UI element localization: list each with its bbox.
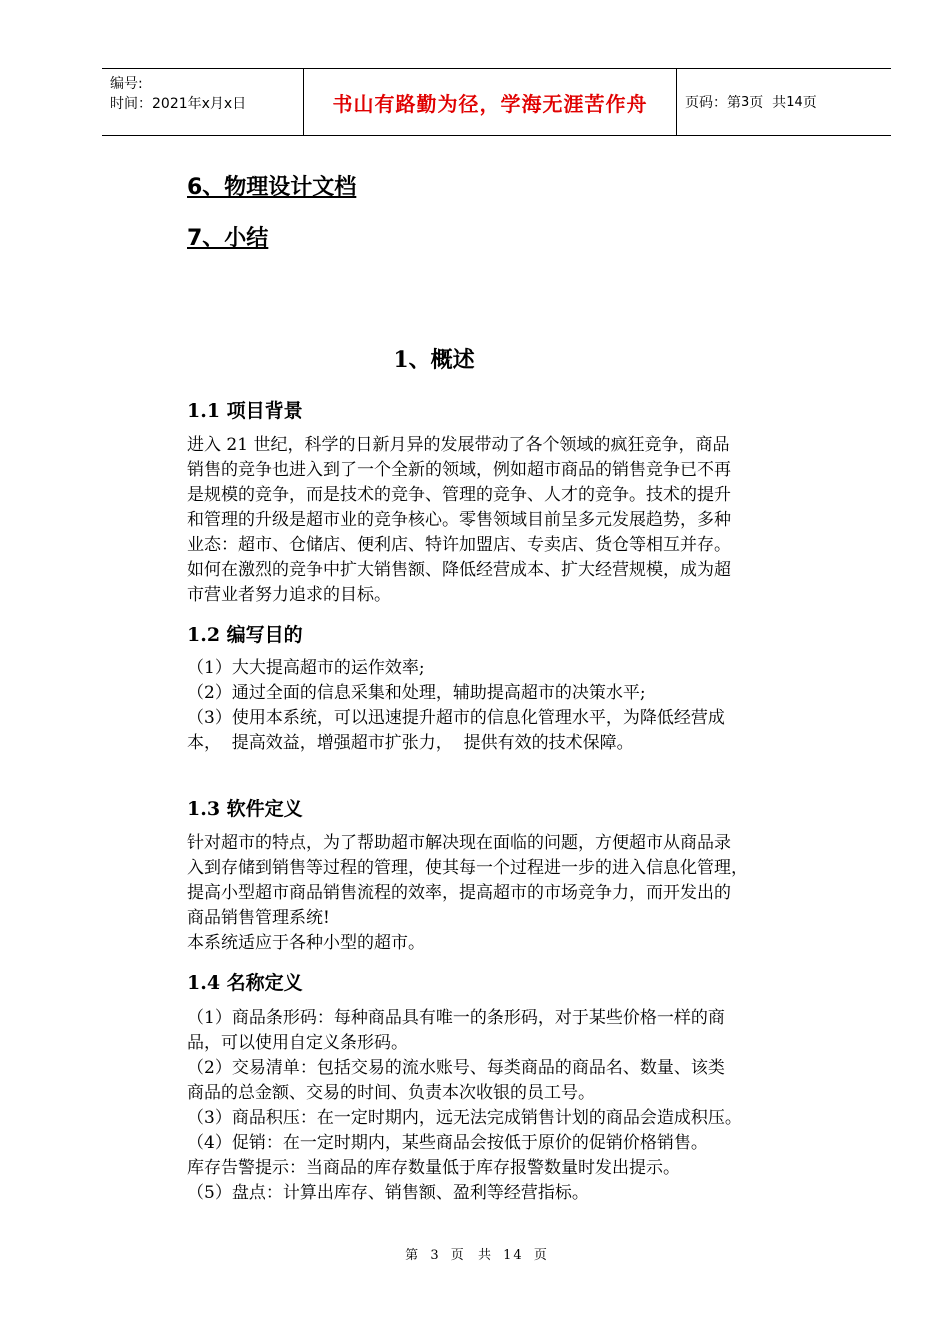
text-line: 业态：超市、仓储店、便利店、特许加盟店、专卖店、货仓等相互并存。	[187, 535, 731, 555]
footer-prefix: 第	[405, 1248, 421, 1263]
text-line: 商品销售管理系统!	[187, 908, 330, 928]
text-line: 品，可以使用自定义条形码。	[187, 1033, 408, 1053]
text-line: （1）商品条形码：每种商品具有唯一的条形码，对于某些价格一样的商	[187, 1008, 725, 1028]
text-line: （5）盘点：计算出库存、销售额、盈利等经营指标。	[187, 1183, 589, 1203]
text-line: 进入 21 世纪，科学的日新月异的发展带动了各个领域的疯狂竞争，商品	[187, 435, 730, 455]
text-line: 是规模的竞争，而是技术的竞争、管理的竞争、人才的竞争。技术的提升	[187, 485, 731, 505]
toc-item-6[interactable]: 6、物理设计文档	[187, 175, 357, 200]
paragraph-1-2	[187, 656, 817, 756]
header-time-label: 时间：2021年x月x日	[110, 96, 247, 112]
footer-total-pages: 14	[503, 1248, 524, 1263]
text-line: 市营业者努力追求的目标。	[187, 585, 391, 605]
header-meta	[102, 61, 303, 127]
heading-1-4: 1.4 名称定义	[187, 972, 303, 994]
footer-mid: 页 共	[450, 1248, 493, 1263]
heading-1-3: 1.3 软件定义	[187, 798, 303, 820]
text-line: 本系统适应于各种小型的超市。	[187, 933, 425, 953]
header-motto: 书山有路勤为径，学海无涯苦作舟	[303, 69, 677, 135]
text-line: 本， 提高效益，增强超市扩张力， 提供有效的技术保障。	[187, 733, 634, 753]
page-footer	[0, 1244, 950, 1263]
footer-current-page: 3	[430, 1248, 441, 1263]
text-line: （3）商品积压：在一定时期内，远无法完成销售计划的商品会造成积压。	[187, 1108, 742, 1128]
paragraph-1-4	[187, 1006, 817, 1206]
text-line: （1）大大提高超市的运作效率;	[187, 658, 425, 678]
paragraph-1-1	[187, 433, 817, 608]
header-page-prefix: 页码：第	[685, 95, 741, 111]
text-line: 入到存储到销售等过程的管理，使其每一个过程进一步的进入信息化管理，	[187, 858, 748, 878]
header-number-label: 编号:	[110, 76, 143, 92]
text-line: 提高小型超市商品销售流程的效率，提高超市的市场竞争力，而开发出的	[187, 883, 731, 903]
heading-1-2: 1.2 编写目的	[187, 624, 303, 646]
text-line: （4）促销：在一定时期内，某些商品会按低于原价的促销价格销售。	[187, 1133, 708, 1153]
text-line: （3）使用本系统，可以迅速提升超市的信息化管理水平，为降低经营成	[187, 708, 725, 728]
text-line: 销售的竞争也进入到了一个全新的领域，例如超市商品的销售竞争已不再	[187, 460, 731, 480]
section-title: 1、概述	[393, 347, 475, 373]
header-page-number	[677, 69, 891, 135]
text-line: （2）通过全面的信息采集和处理，辅助提高超市的决策水平;	[187, 683, 646, 703]
text-line: 和管理的升级是超市业的竞争核心。零售领域目前呈多元发展趋势，多种	[187, 510, 731, 530]
text-line: 如何在激烈的竞争中扩大销售额、降低经营成本、扩大经营规模，成为超	[187, 560, 731, 580]
text-line: 库存告警提示：当商品的库存数量低于库存报警数量时发出提示。	[187, 1158, 680, 1178]
heading-1-1: 1.1 项目背景	[187, 400, 303, 422]
paragraph-1-3	[187, 831, 817, 956]
toc-item-7[interactable]: 7、小结	[187, 226, 269, 251]
header-page-total: 14	[786, 94, 803, 110]
page-header	[102, 68, 891, 136]
header-page-current: 3	[741, 94, 750, 110]
text-line: （2）交易清单：包括交易的流水账号、每类商品的商品名、数量、该类	[187, 1058, 725, 1078]
text-line: 商品的总金额、交易的时间、负责本次收银的员工号。	[187, 1083, 595, 1103]
text-line: 针对超市的特点，为了帮助超市解决现在面临的问题，方便超市从商品录	[187, 833, 731, 853]
header-page-suffix: 页	[802, 95, 817, 111]
header-page-mid: 页 共	[749, 95, 787, 111]
footer-suffix: 页	[533, 1248, 549, 1263]
